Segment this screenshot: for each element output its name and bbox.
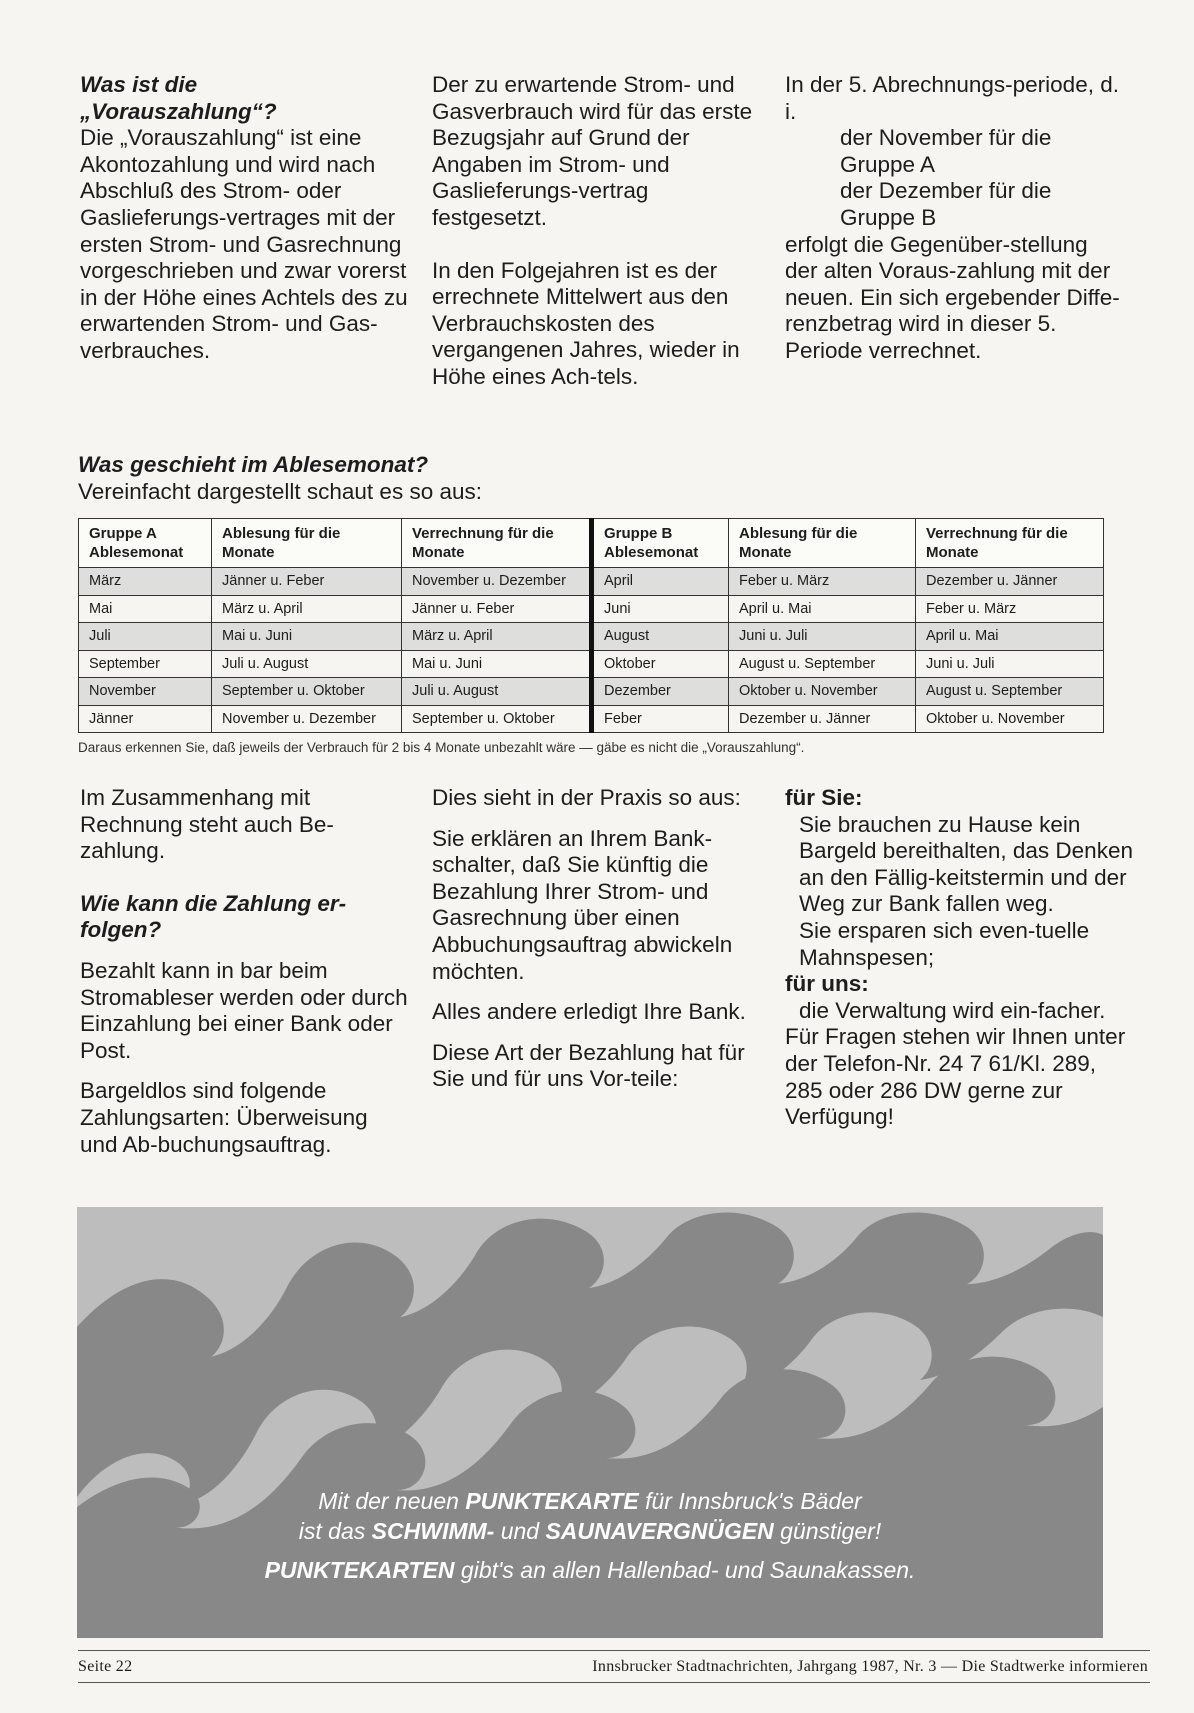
- table-header-row: [79, 519, 1104, 568]
- table-cell: Dezember: [592, 678, 729, 706]
- section-heading-zahlung: Wie kann die Zahlung er-folgen?: [80, 890, 347, 943]
- table-header-cell: Ablesung für die Monate: [212, 519, 402, 568]
- table-cell: Mai u. Juni: [212, 623, 402, 651]
- table-row: [79, 595, 1104, 623]
- paragraph-indented: die Verwaltung wird ein-facher.: [799, 997, 1106, 1023]
- paragraph: Der zu erwartende Strom- und Gasverbrauch wird für das erste Bezugsjahr auf Grund der Angaben im Strom- und Gaslieferungs-vertrag festgesetzt.: [432, 72, 753, 230]
- table-cell: Jänner u. Feber: [402, 595, 592, 623]
- table-row: [79, 705, 1104, 733]
- banner-text-segment: günstiger!: [773, 1518, 882, 1544]
- table-cell: November: [79, 678, 212, 706]
- banner-text-segment: ist das: [298, 1518, 372, 1544]
- paragraph: Sie erklären an Ihrem Bank-schalter, daß Sie künftig die Bezahlung Ihrer Strom- und Gasrechnung über einen Abbuchungsauftrag abwickeln möchten.: [432, 825, 733, 984]
- paragraph: Alles andere erledigt Ihre Bank.: [432, 999, 746, 1025]
- banner-text-bold: SCHWIMM-: [371, 1518, 495, 1544]
- table-header-cell: Verrechnung für die Monate: [402, 519, 592, 568]
- table-cell: November u. Dezember: [402, 568, 592, 596]
- table-header-cell: Verrechnung für die Monate: [916, 519, 1104, 568]
- paragraph: Bargeldlos sind folgende Zahlungsarten: Überweisung und Ab-buchungsauftrag.: [80, 1078, 368, 1157]
- table-cell: September u. Oktober: [402, 705, 592, 733]
- table-header-cell: Ablesung für die Monate: [729, 519, 916, 568]
- table-cell: Jänner: [79, 705, 212, 733]
- column-5: [432, 785, 762, 1093]
- table-cell: März u. April: [212, 595, 402, 623]
- table-header-cell: Gruppe B Ablesemonat: [592, 519, 729, 568]
- table-cell: Dezember u. Jänner: [729, 705, 916, 733]
- table-cell: Juli u. August: [212, 650, 402, 678]
- paragraph: Die „Vorauszahlung“ ist eine Akontozahlung und wird nach Abschluß des Strom- oder Gaslieferungs-vertrages mit der ersten Strom- und Gasrechnung vorgeschrieben und zwar vorerst in der Höhe eines Achtels des zu erwartenden Strom- und Gas-verbrauches.: [80, 125, 408, 363]
- table-cell: April u. Mai: [916, 623, 1104, 651]
- banner-text-bold: PUNKTEKARTEN: [264, 1557, 455, 1583]
- paragraph: In der 5. Abrechnungs-periode, d. i.: [785, 72, 1119, 124]
- table-cell: September: [79, 650, 212, 678]
- table-cell: April: [592, 568, 729, 596]
- table-cell: April u. Mai: [729, 595, 916, 623]
- paragraph: In den Folgejahren ist es der errechnete Mittelwert aus den Verbrauchskosten des vergangenen Jahres, wieder in Höhe eines Ach-tels.: [432, 257, 740, 389]
- table-cell: Jänner u. Feber: [212, 568, 402, 596]
- table-cell: August u. September: [916, 678, 1104, 706]
- banner-text-bold: PUNKTEKARTE: [465, 1488, 639, 1514]
- publication-info: Innsbrucker Stadtnachrichten, Jahrgang 1987, Nr. 3 — Die Stadtwerke informieren: [592, 1658, 1148, 1675]
- paragraph-indented: Sie brauchen zu Hause kein Bargeld bereithalten, das Denken an den Fällig-keitstermin und der Weg zur Bank fallen weg.: [799, 811, 1133, 917]
- banner-line-1: [77, 1486, 1103, 1516]
- column-6: [785, 785, 1135, 1131]
- column-4: [80, 785, 410, 1158]
- banner-line-2: [77, 1516, 1103, 1546]
- table-footnote: Daraus erkennen Sie, daß jeweils der Verbrauch für 2 bis 4 Monate unbezahlt wäre — gäbe es nicht die „Vorauszahlung“.: [78, 740, 805, 755]
- punktekarte-ad-banner: [77, 1207, 1103, 1638]
- table-header-cell: Gruppe A Ablesemonat: [79, 519, 212, 568]
- page-number: Seite 22: [78, 1658, 133, 1675]
- table-cell: Juli: [79, 623, 212, 651]
- table-cell: Mai: [79, 595, 212, 623]
- paragraph: erfolgt die Gegenüber-stellung der alten Voraus-zahlung mit der neuen. Ein sich ergebender Diffe-renzbetrag wird in dieser 5. Periode verrechnet.: [785, 231, 1120, 363]
- table-cell: Feber: [592, 705, 729, 733]
- table-cell: Oktober u. November: [729, 678, 916, 706]
- section-subheading: Vereinfacht dargestellt schaut es so aus:: [78, 479, 482, 504]
- subheading-fuer-sie: für Sie:: [785, 785, 863, 810]
- table-cell: August u. September: [729, 650, 916, 678]
- table-row: [79, 568, 1104, 596]
- table-cell: Oktober: [592, 650, 729, 678]
- table-cell: Mai u. Juni: [402, 650, 592, 678]
- table-cell: Juni: [592, 595, 729, 623]
- table-cell: Feber u. März: [729, 568, 916, 596]
- footer-rule: [78, 1650, 1150, 1651]
- table-cell: Feber u. März: [916, 595, 1104, 623]
- paragraph: Im Zusammenhang mit Rechnung steht auch Be-zahlung.: [80, 785, 334, 864]
- section-heading-vorauszahlung: Was ist die „Vorauszahlung“?: [80, 72, 277, 124]
- table-cell: August: [592, 623, 729, 651]
- billing-table: [78, 518, 1104, 733]
- table-cell: Juli u. August: [402, 678, 592, 706]
- paragraph: Dies sieht in der Praxis so aus:: [432, 785, 741, 810]
- paragraph-indented: der Dezember für die Gruppe B: [840, 178, 1052, 230]
- footer-rule: [78, 1682, 1150, 1683]
- section-heading-ablesemonat: Was geschieht im Ablesemonat?: [78, 452, 429, 477]
- table-cell: März u. April: [402, 623, 592, 651]
- column-1: [80, 72, 410, 365]
- paragraph: Diese Art der Bezahlung hat für Sie und für uns Vor-teile:: [432, 1039, 745, 1092]
- table-cell: September u. Oktober: [212, 678, 402, 706]
- banner-text: [77, 1486, 1103, 1585]
- banner-text-segment: für Innsbruck's Bäder: [638, 1488, 862, 1514]
- subheading-fuer-uns: für uns:: [785, 971, 869, 997]
- table-row: [79, 678, 1104, 706]
- banner-text-segment: gibt's an allen Hallenbad- und Saunakassen.: [454, 1557, 916, 1583]
- paragraph-indented: der November für die Gruppe A: [840, 125, 1052, 177]
- column-3: [785, 72, 1125, 365]
- banner-text-segment: Mit der neuen: [318, 1488, 466, 1514]
- table-row: [79, 650, 1104, 678]
- banner-text-bold: SAUNAVERGNÜGEN: [545, 1518, 774, 1544]
- table-cell: Oktober u. November: [916, 705, 1104, 733]
- table-cell: November u. Dezember: [212, 705, 402, 733]
- banner-text-segment: und: [494, 1518, 546, 1544]
- column-2: [432, 72, 762, 391]
- paragraph: Für Fragen stehen wir Ihnen unter der Telefon-Nr. 24 7 61/Kl. 289, 285 oder 286 DW gerne zur Verfügung!: [785, 1024, 1126, 1130]
- table-row: [79, 623, 1104, 651]
- table-cell: Juni u. Juli: [916, 650, 1104, 678]
- table-cell: Dezember u. Jänner: [916, 568, 1104, 596]
- banner-line-3: [77, 1555, 1103, 1585]
- table-cell: März: [79, 568, 212, 596]
- paragraph: Bezahlt kann in bar beim Stromableser werden oder durch Einzahlung bei einer Bank oder Post.: [80, 957, 408, 1063]
- paragraph-indented: Sie ersparen sich even-tuelle Mahnspesen;: [799, 917, 1090, 970]
- table-cell: Juni u. Juli: [729, 623, 916, 651]
